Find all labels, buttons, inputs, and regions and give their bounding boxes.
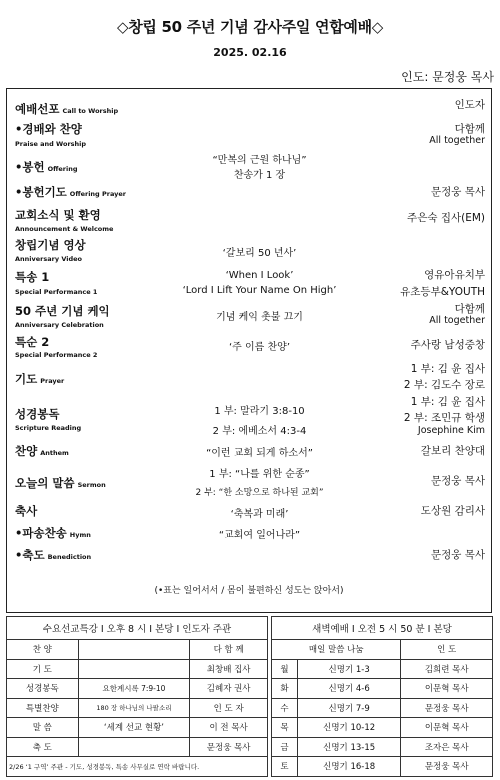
order-label-en: Anniversary Video	[15, 255, 82, 263]
order-leader: 갈보리 찬양대	[420, 445, 485, 457]
order-leader-2: 2 부: 조민규 학생	[403, 412, 485, 424]
order-label: 특송 1	[15, 270, 50, 284]
order-label: •파송찬송 Hymn	[15, 526, 91, 540]
page-title: ◇창립 50 주년 기념 감사주일 연합예배◇	[116, 18, 384, 36]
order-label: •축도 Benediction	[15, 548, 92, 562]
table-row: 목 신명기 10-12 이문혁 목사	[272, 718, 493, 738]
table-row	[7, 757, 268, 777]
table-row: 특별찬양 180 장 하나님의 나팔소리 인 도 자	[7, 698, 268, 718]
dawn-schedule-table	[271, 616, 493, 777]
order-label: 기도 Prayer	[15, 372, 65, 386]
table-row: 찬 양 다 함 께	[7, 640, 268, 660]
order-content-2: 2 부: 에베소서 4:3-4	[212, 426, 307, 437]
order-label: 예배선포 Call to Worship	[15, 102, 119, 116]
order-leader-2: 2 부: 김도수 장로	[403, 379, 485, 391]
table-row: 월 신명기 1-3 김희련 목사	[272, 659, 493, 679]
order-label: •봉헌기도 Offering Prayer	[15, 185, 126, 199]
standing-note: (•표는 일어서서 / 몸이 불편하신 성도는 앉아서)	[154, 586, 344, 596]
order-content-2: ‘Lord I Lift Your Name On High’	[182, 285, 337, 296]
order-label: 창립기념 영상	[15, 238, 86, 252]
order-label-en: Special Performance 2	[15, 351, 98, 359]
order-label-en: Scripture Reading	[15, 424, 82, 432]
order-content: ‘When I Look’	[225, 270, 294, 281]
order-of-service	[6, 88, 492, 613]
order-content-2: 2 부: “한 소망으로 하나된 교회”	[195, 488, 324, 498]
order-content: ‘갈보리 50 년사’	[222, 248, 297, 259]
order-leader-en: All together	[429, 315, 485, 326]
table-row: 말 씀 ‘세계 선교 현황’ 이 전 목사	[7, 718, 268, 738]
order-leader: 영유아유치부	[424, 269, 485, 281]
order-content-2: 찬송가 1 장	[233, 170, 286, 181]
order-leader: 도상원 감리사	[420, 505, 485, 517]
order-label: 찬양 Anthem	[15, 444, 69, 458]
order-label: 특순 2	[15, 335, 50, 349]
order-label: 50 주년 기념 케익	[15, 304, 110, 318]
order-leader: 주은숙 집사(EM)	[407, 212, 485, 224]
table-row: 금 신명기 13-15 조자은 목사	[272, 737, 493, 757]
service-date: 2025. 02.16	[213, 46, 287, 59]
order-content: “만복의 근원 하나님”	[212, 155, 307, 166]
order-leader: 문정웅 목사	[430, 475, 485, 487]
order-leader: 다함께	[454, 123, 485, 135]
order-label-en: Praise and Worship	[15, 140, 87, 148]
order-leader-2: 유초등부&YOUTH	[400, 286, 485, 298]
order-leader: 주사랑 남성중창	[410, 339, 485, 351]
wednesday-schedule-table	[6, 616, 268, 777]
order-content: 기념 케익 촛불 끄기	[216, 312, 303, 323]
dawn-title: 새벽예배 I 오전 5 시 50 분 I 본당	[272, 617, 493, 640]
order-leader: 1 부: 김 윤 집사	[410, 363, 485, 375]
order-leader: 문정웅 목사	[430, 186, 485, 198]
order-label: •경배와 찬양	[15, 122, 82, 136]
order-label-en: Announcement & Welcome	[15, 225, 114, 233]
table-row: 기 도 최창배 집사	[7, 659, 268, 679]
table-row: 토 신명기 16-18 문정웅 목사	[272, 757, 493, 777]
order-content: “이런 교회 되게 하소서”	[206, 448, 313, 459]
order-leader-en: All together	[429, 135, 485, 146]
order-content: ‘주 이름 찬양’	[228, 342, 290, 353]
order-leader: 1 부: 김 윤 집사	[410, 396, 485, 408]
order-leader: 다함께	[454, 303, 485, 315]
order-label: 교회소식 및 환영	[15, 208, 101, 222]
order-content: 1 부: “나를 위한 순종”	[209, 469, 310, 480]
order-leader-3: Josephine Kim	[417, 425, 485, 436]
order-content: ‘축복과 미래’	[230, 509, 289, 520]
order-label-en: Special Performance 1	[15, 288, 98, 296]
order-label: 축사	[15, 504, 38, 518]
order-label: 오늘의 말씀 Sermon	[15, 476, 106, 490]
table-row: 수 신명기 7-9 문정웅 목사	[272, 698, 493, 718]
wednesday-footnote: 2/26 ‘1 구역’ 주관 - 기도, 성경봉독, 특송 사무실로 연락 바랍니다.	[7, 757, 268, 777]
order-leader: 인도자	[454, 99, 485, 111]
wednesday-title: 수요선교특강 I 오후 8 시 I 본당 I 인도자 주관	[7, 617, 268, 640]
table-header-row: 매일 말씀 나눔 인 도	[272, 640, 493, 660]
service-leader: 인도: 문정웅 목사	[401, 70, 494, 84]
table-row: 성경봉독 요한계시록 7:9-10 김혜자 권사	[7, 679, 268, 699]
order-content: 1 부: 말라기 3:8-10	[214, 406, 305, 417]
table-row: 축 도 문정웅 목사	[7, 737, 268, 757]
order-label: •봉헌 Offering	[15, 160, 78, 174]
order-content: “교회여 일어나라”	[218, 530, 301, 541]
table-row: 화 신명기 4-6 이문혁 목사	[272, 679, 493, 699]
order-leader: 문정웅 목사	[430, 549, 485, 561]
order-label: 성경봉독	[15, 407, 60, 421]
order-label-en: Anniversary Celebration	[15, 321, 104, 329]
